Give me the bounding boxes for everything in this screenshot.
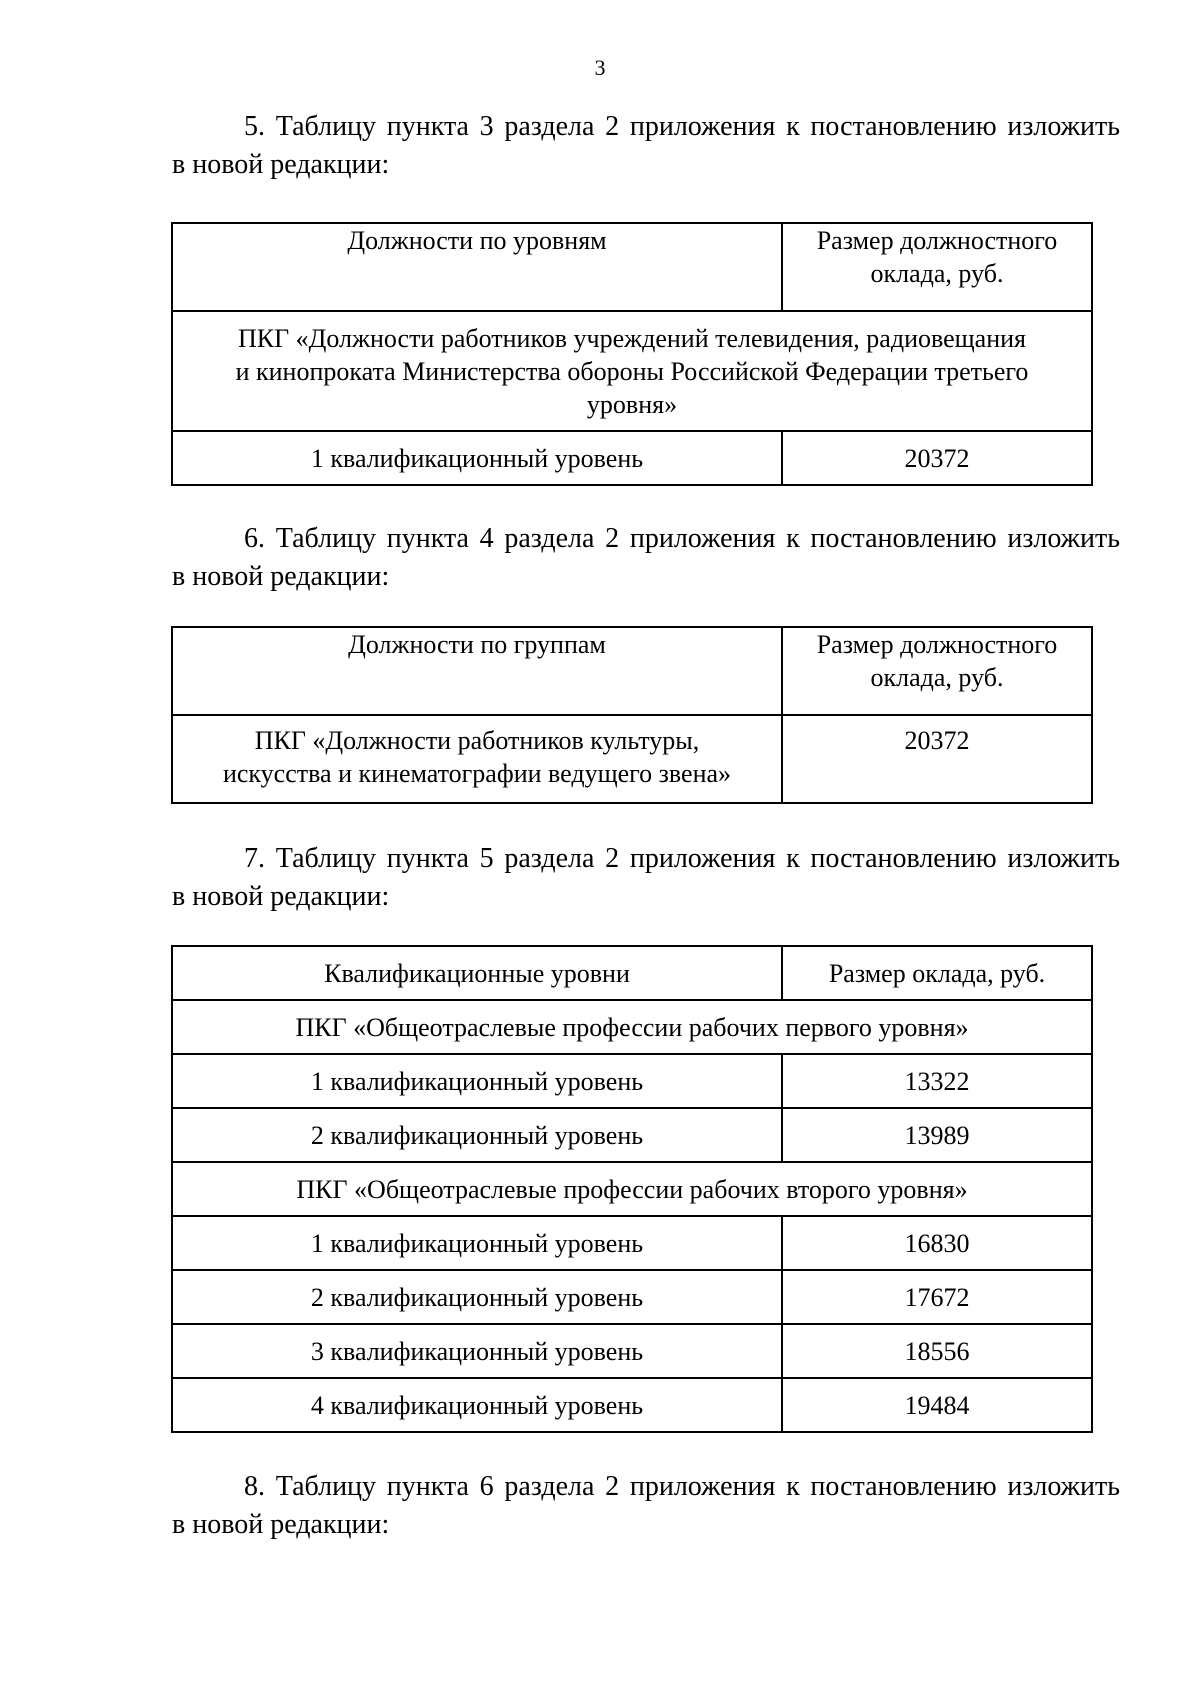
table-row [172, 1216, 1092, 1270]
table-section-7 [171, 945, 1093, 1433]
row-value: 13989 [782, 1108, 1092, 1162]
column-header: Должности по группам [172, 627, 782, 715]
row-label: 4 квалификационный уровень [172, 1378, 782, 1432]
column-header: Размер оклада, руб. [782, 946, 1092, 1000]
row-label: 3 квалификационный уровень [172, 1324, 782, 1378]
row-label: 2 квалификационный уровень [172, 1108, 782, 1162]
paragraph-line: 5. Таблицу пункта 3 раздела 2 приложения к постановлению изложить [244, 111, 1120, 142]
group-row [172, 1162, 1092, 1216]
paragraph-section-7 [172, 840, 1120, 916]
row-label: 1 квалификационный уровень [172, 1216, 782, 1270]
table-row [172, 1378, 1092, 1432]
table-row [172, 431, 1092, 485]
group-title: ПКГ «Должности работников учреждений телевидения, радиовещания и кинопроката Министерства обороны Российской Федерации третьего уровня» [172, 311, 1092, 431]
row-value: 16830 [782, 1216, 1092, 1270]
column-header: Размер должностного оклада, руб. [782, 223, 1092, 311]
group-title: ПКГ «Общеотраслевые профессии рабочих второго уровня» [172, 1162, 1092, 1216]
paragraph-line: в новой редакции: [172, 881, 390, 912]
column-header: Квалификационные уровни [172, 946, 782, 1000]
group-row [172, 311, 1092, 431]
row-label: ПКГ «Должности работников культуры, искусства и кинематографии ведущего звена» [172, 715, 782, 803]
paragraph-line: 6. Таблицу пункта 4 раздела 2 приложения к постановлению изложить [244, 523, 1120, 554]
row-value: 13322 [782, 1054, 1092, 1108]
table-header-row [172, 627, 1092, 715]
paragraph-section-5 [172, 108, 1120, 184]
group-row [172, 1000, 1092, 1054]
paragraph-line: 7. Таблицу пункта 5 раздела 2 приложения к постановлению изложить [244, 843, 1120, 874]
row-label: 1 квалификационный уровень [172, 1054, 782, 1108]
row-value: 19484 [782, 1378, 1092, 1432]
row-value: 20372 [782, 431, 1092, 485]
column-header: Должности по уровням [172, 223, 782, 311]
table-row [172, 715, 1092, 803]
table-row [172, 1108, 1092, 1162]
table-row [172, 1270, 1092, 1324]
table-section-6 [171, 626, 1093, 804]
paragraph-section-8 [172, 1468, 1120, 1544]
paragraph-section-6 [172, 520, 1120, 596]
row-label: 1 квалификационный уровень [172, 431, 782, 485]
paragraph-line: в новой редакции: [172, 149, 390, 180]
table-section-5 [171, 222, 1093, 486]
table-header-row [172, 223, 1092, 311]
paragraph-line: 8. Таблицу пункта 6 раздела 2 приложения к постановлению изложить [244, 1471, 1120, 1502]
paragraph-line: в новой редакции: [172, 561, 390, 592]
table-header-row [172, 946, 1092, 1000]
table-row [172, 1324, 1092, 1378]
page-number: 3 [594, 55, 606, 80]
row-value: 20372 [782, 715, 1092, 803]
group-title: ПКГ «Общеотраслевые профессии рабочих первого уровня» [172, 1000, 1092, 1054]
table-row [172, 1054, 1092, 1108]
row-label: 2 квалификационный уровень [172, 1270, 782, 1324]
row-value: 18556 [782, 1324, 1092, 1378]
column-header: Размер должностного оклада, руб. [782, 627, 1092, 715]
row-value: 17672 [782, 1270, 1092, 1324]
paragraph-line: в новой редакции: [172, 1509, 390, 1540]
